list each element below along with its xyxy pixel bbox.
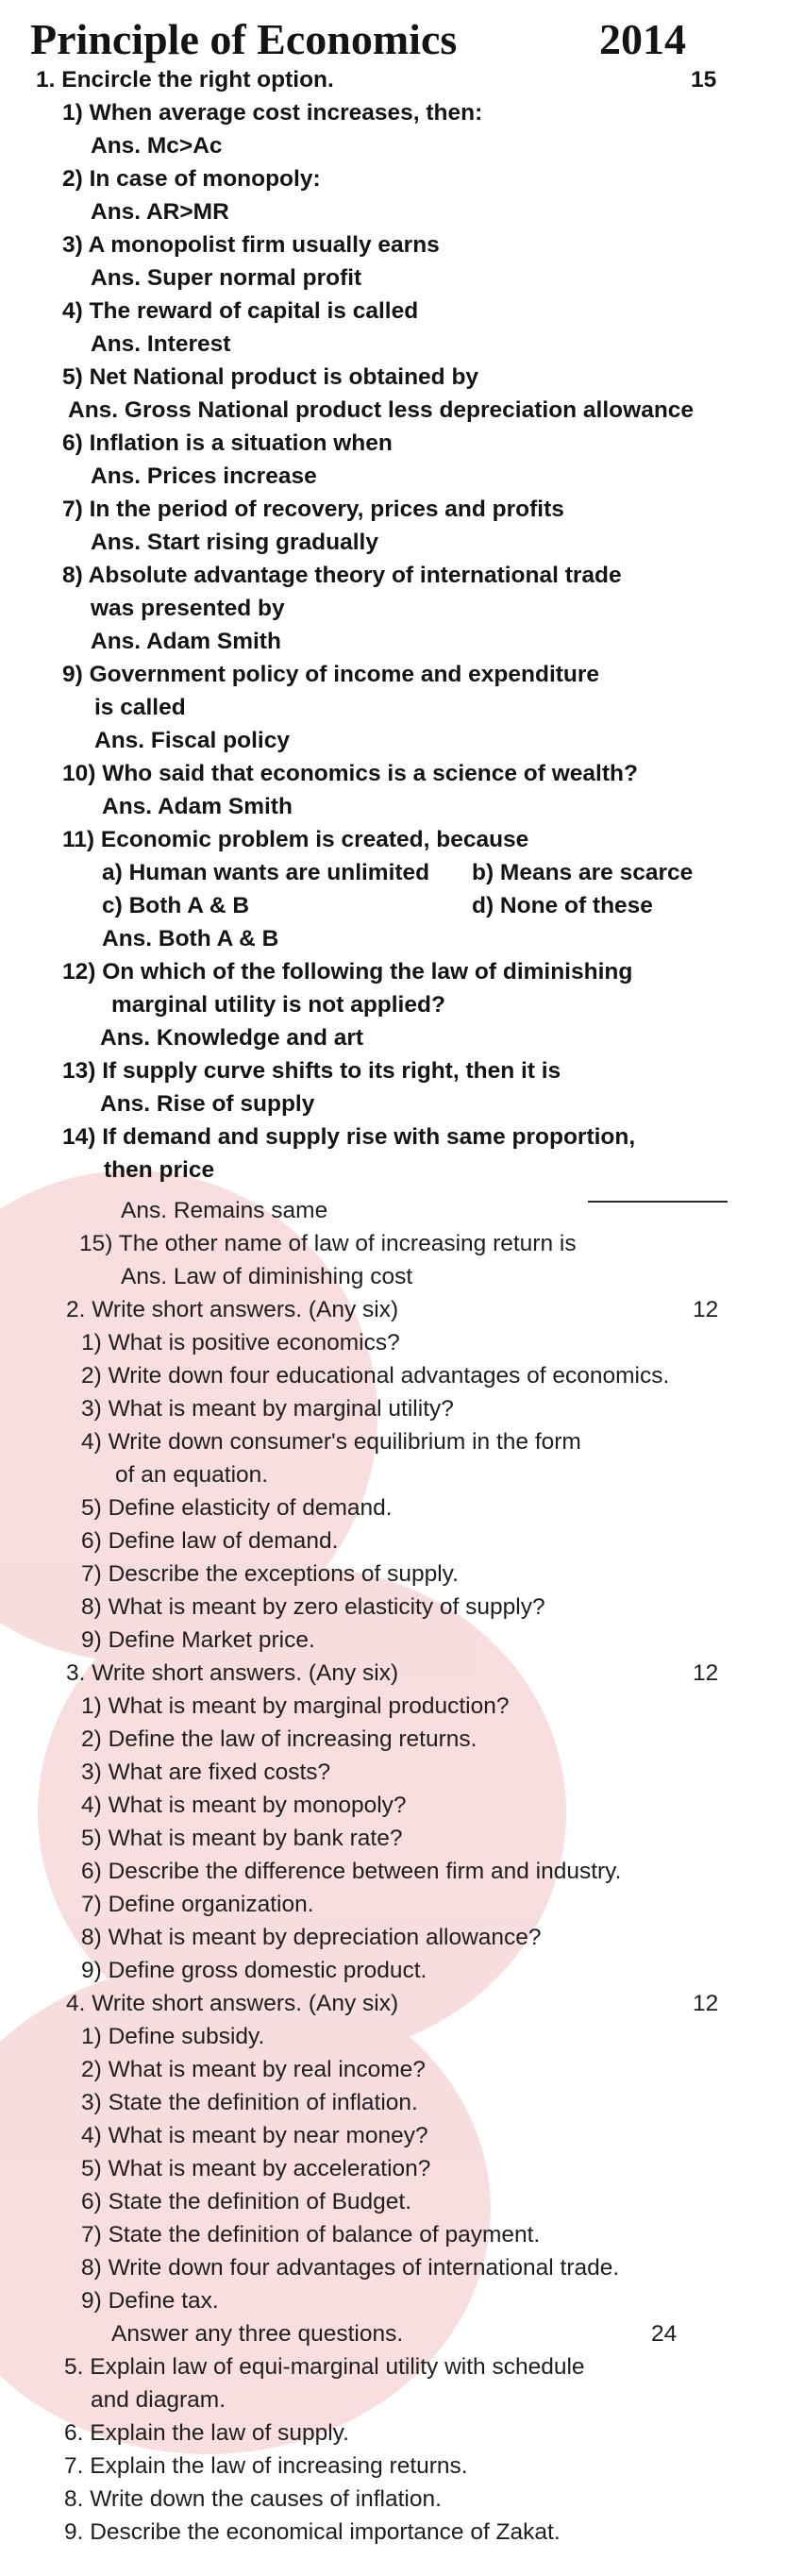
mcq-answer: Ans. Knowledge and art	[100, 1025, 364, 1051]
short-question: 9) Define Market price.	[81, 1627, 315, 1653]
exam-year: 2014	[599, 15, 686, 63]
short-question: 7) Describe the exceptions of supply.	[81, 1561, 459, 1587]
mcq-line: 6) Inflation is a situation when	[62, 430, 393, 456]
section-2-marks: 12	[693, 1297, 719, 1322]
short-question: 5) What is meant by bank rate?	[81, 1826, 403, 1851]
section-1-marks: 15	[691, 67, 717, 93]
mcq-option: c) Both A & B	[102, 893, 250, 918]
mcq-answer: Ans. Fiscal policy	[94, 728, 290, 753]
long-question: 5. Explain law of equi-marginal utility with schedule	[64, 2354, 585, 2380]
short-question: 6) Define law of demand.	[81, 1528, 339, 1554]
section-3-heading: 3. Write short answers. (Any six)	[66, 1660, 399, 1686]
short-question: 3) What are fixed costs?	[81, 1759, 331, 1785]
long-question: 7. Explain the law of increasing returns.	[64, 2453, 468, 2479]
long-question: 6. Explain the law of supply.	[64, 2420, 349, 2446]
mcq-answer: Ans. Super normal profit	[91, 265, 362, 291]
long-question: and diagram.	[91, 2387, 226, 2413]
short-question: 6) Describe the difference between firm and industry.	[81, 1859, 622, 1884]
short-question: 2) Define the law of increasing returns.	[81, 1726, 477, 1752]
short-question: 8) Write down four advantages of international trade.	[81, 2255, 620, 2281]
mcq-answer: Ans. Both A & B	[102, 926, 279, 951]
mcq-answer: Ans. Start rising gradually	[91, 530, 378, 555]
short-question: 6) State the definition of Budget.	[81, 2189, 412, 2214]
long-questions-heading: Answer any three questions.	[111, 2321, 404, 2347]
mcq-line: 4) The reward of capital is called	[62, 298, 419, 324]
mcq-line: marginal utility is not applied?	[111, 992, 445, 1018]
mcq-line: 3) A monopolist firm usually earns	[62, 232, 440, 258]
short-question: 9) Define tax.	[81, 2288, 219, 2314]
section-2-heading: 2. Write short answers. (Any six)	[66, 1297, 399, 1322]
mcq-line: 13) If supply curve shifts to its right, then it is	[62, 1058, 561, 1084]
mcq-answer: Ans. Mc>Ac	[91, 133, 223, 159]
short-question: 4) What is meant by monopoly?	[81, 1793, 407, 1818]
short-question: 8) What is meant by zero elasticity of supply?	[81, 1594, 545, 1620]
long-question: 8. Write down the causes of inflation.	[64, 2486, 442, 2512]
mcq-line: 9) Government policy of income and expenditure	[62, 662, 600, 687]
mcq-line: 2) In case of monopoly:	[62, 166, 321, 192]
short-question: 4) Write down consumer's equilibrium in the form	[81, 1429, 581, 1455]
short-question: 2) Write down four educational advantages of economics.	[81, 1363, 670, 1389]
short-question: 9) Define gross domestic product.	[81, 1958, 427, 1983]
short-question: 8) What is meant by depreciation allowance?	[81, 1925, 542, 1950]
short-question: 2) What is meant by real income?	[81, 2057, 426, 2082]
mcq-line: 5) Net National product is obtained by	[62, 364, 479, 390]
mcq-answer: Ans. Prices increase	[91, 463, 317, 489]
short-question: 4) What is meant by near money?	[81, 2123, 428, 2148]
short-question: 5) Define elasticity of demand.	[81, 1495, 393, 1521]
short-question: 7) State the definition of balance of payment.	[81, 2222, 541, 2248]
section-4-marks: 12	[693, 1991, 719, 2016]
mcq-line: 8) Absolute advantage theory of international trade	[62, 563, 622, 588]
mcq-line: 12) On which of the following the law of diminishing	[62, 959, 633, 985]
section-3-marks: 12	[693, 1660, 719, 1686]
mcq-answer: Ans. Law of diminishing cost	[121, 1264, 413, 1289]
divider-line	[588, 1201, 728, 1203]
mcq-option: d) None of these	[472, 893, 653, 918]
mcq-line: then price	[104, 1157, 215, 1183]
mcq-line: is called	[94, 695, 186, 720]
short-question: 5) What is meant by acceleration?	[81, 2156, 431, 2181]
mcq-line: was presented by	[91, 596, 285, 621]
mcq-answer: Ans. AR>MR	[91, 199, 229, 225]
mcq-line: 10) Who said that economics is a science of wealth?	[62, 761, 638, 786]
mcq-answer: Ans. Remains same	[121, 1198, 328, 1223]
mcq-option: a) Human wants are unlimited	[102, 860, 430, 885]
long-question: 9. Describe the economical importance of Zakat.	[64, 2519, 561, 2545]
long-questions-marks: 24	[651, 2321, 678, 2347]
subject-title: Principle of Economics	[30, 15, 458, 63]
section-4-heading: 4. Write short answers. (Any six)	[66, 1991, 399, 2016]
mcq-option: b) Means are scarce	[472, 860, 694, 885]
section-1-heading: 1. Encircle the right option.	[36, 67, 334, 93]
mcq-line: 15) The other name of law of increasing return is	[79, 1231, 577, 1256]
short-question: 7) Define organization.	[81, 1892, 314, 1917]
mcq-answer: Ans. Adam Smith	[91, 629, 281, 654]
mcq-answer: Ans. Gross National product less depreciation allowance	[68, 397, 695, 423]
mcq-answer: Ans. Interest	[91, 331, 231, 357]
short-question: 3) State the definition of inflation.	[81, 2090, 418, 2115]
mcq-answer: Ans. Adam Smith	[102, 794, 293, 819]
short-question: 1) What is positive economics?	[81, 1330, 400, 1355]
page-title	[30, 11, 729, 68]
short-question: 1) Define subsidy.	[81, 2024, 265, 2049]
mcq-line: 1) When average cost increases, then:	[62, 100, 483, 126]
mcq-line: 11) Economic problem is created, because	[62, 827, 529, 852]
short-question: 3) What is meant by marginal utility?	[81, 1396, 454, 1422]
mcq-line: 14) If demand and supply rise with same proportion,	[62, 1124, 636, 1150]
short-question: of an equation.	[115, 1462, 269, 1488]
mcq-answer: Ans. Rise of supply	[100, 1091, 315, 1117]
short-question: 1) What is meant by marginal production?	[81, 1693, 510, 1719]
mcq-line: 7) In the period of recovery, prices and profits	[62, 497, 564, 522]
